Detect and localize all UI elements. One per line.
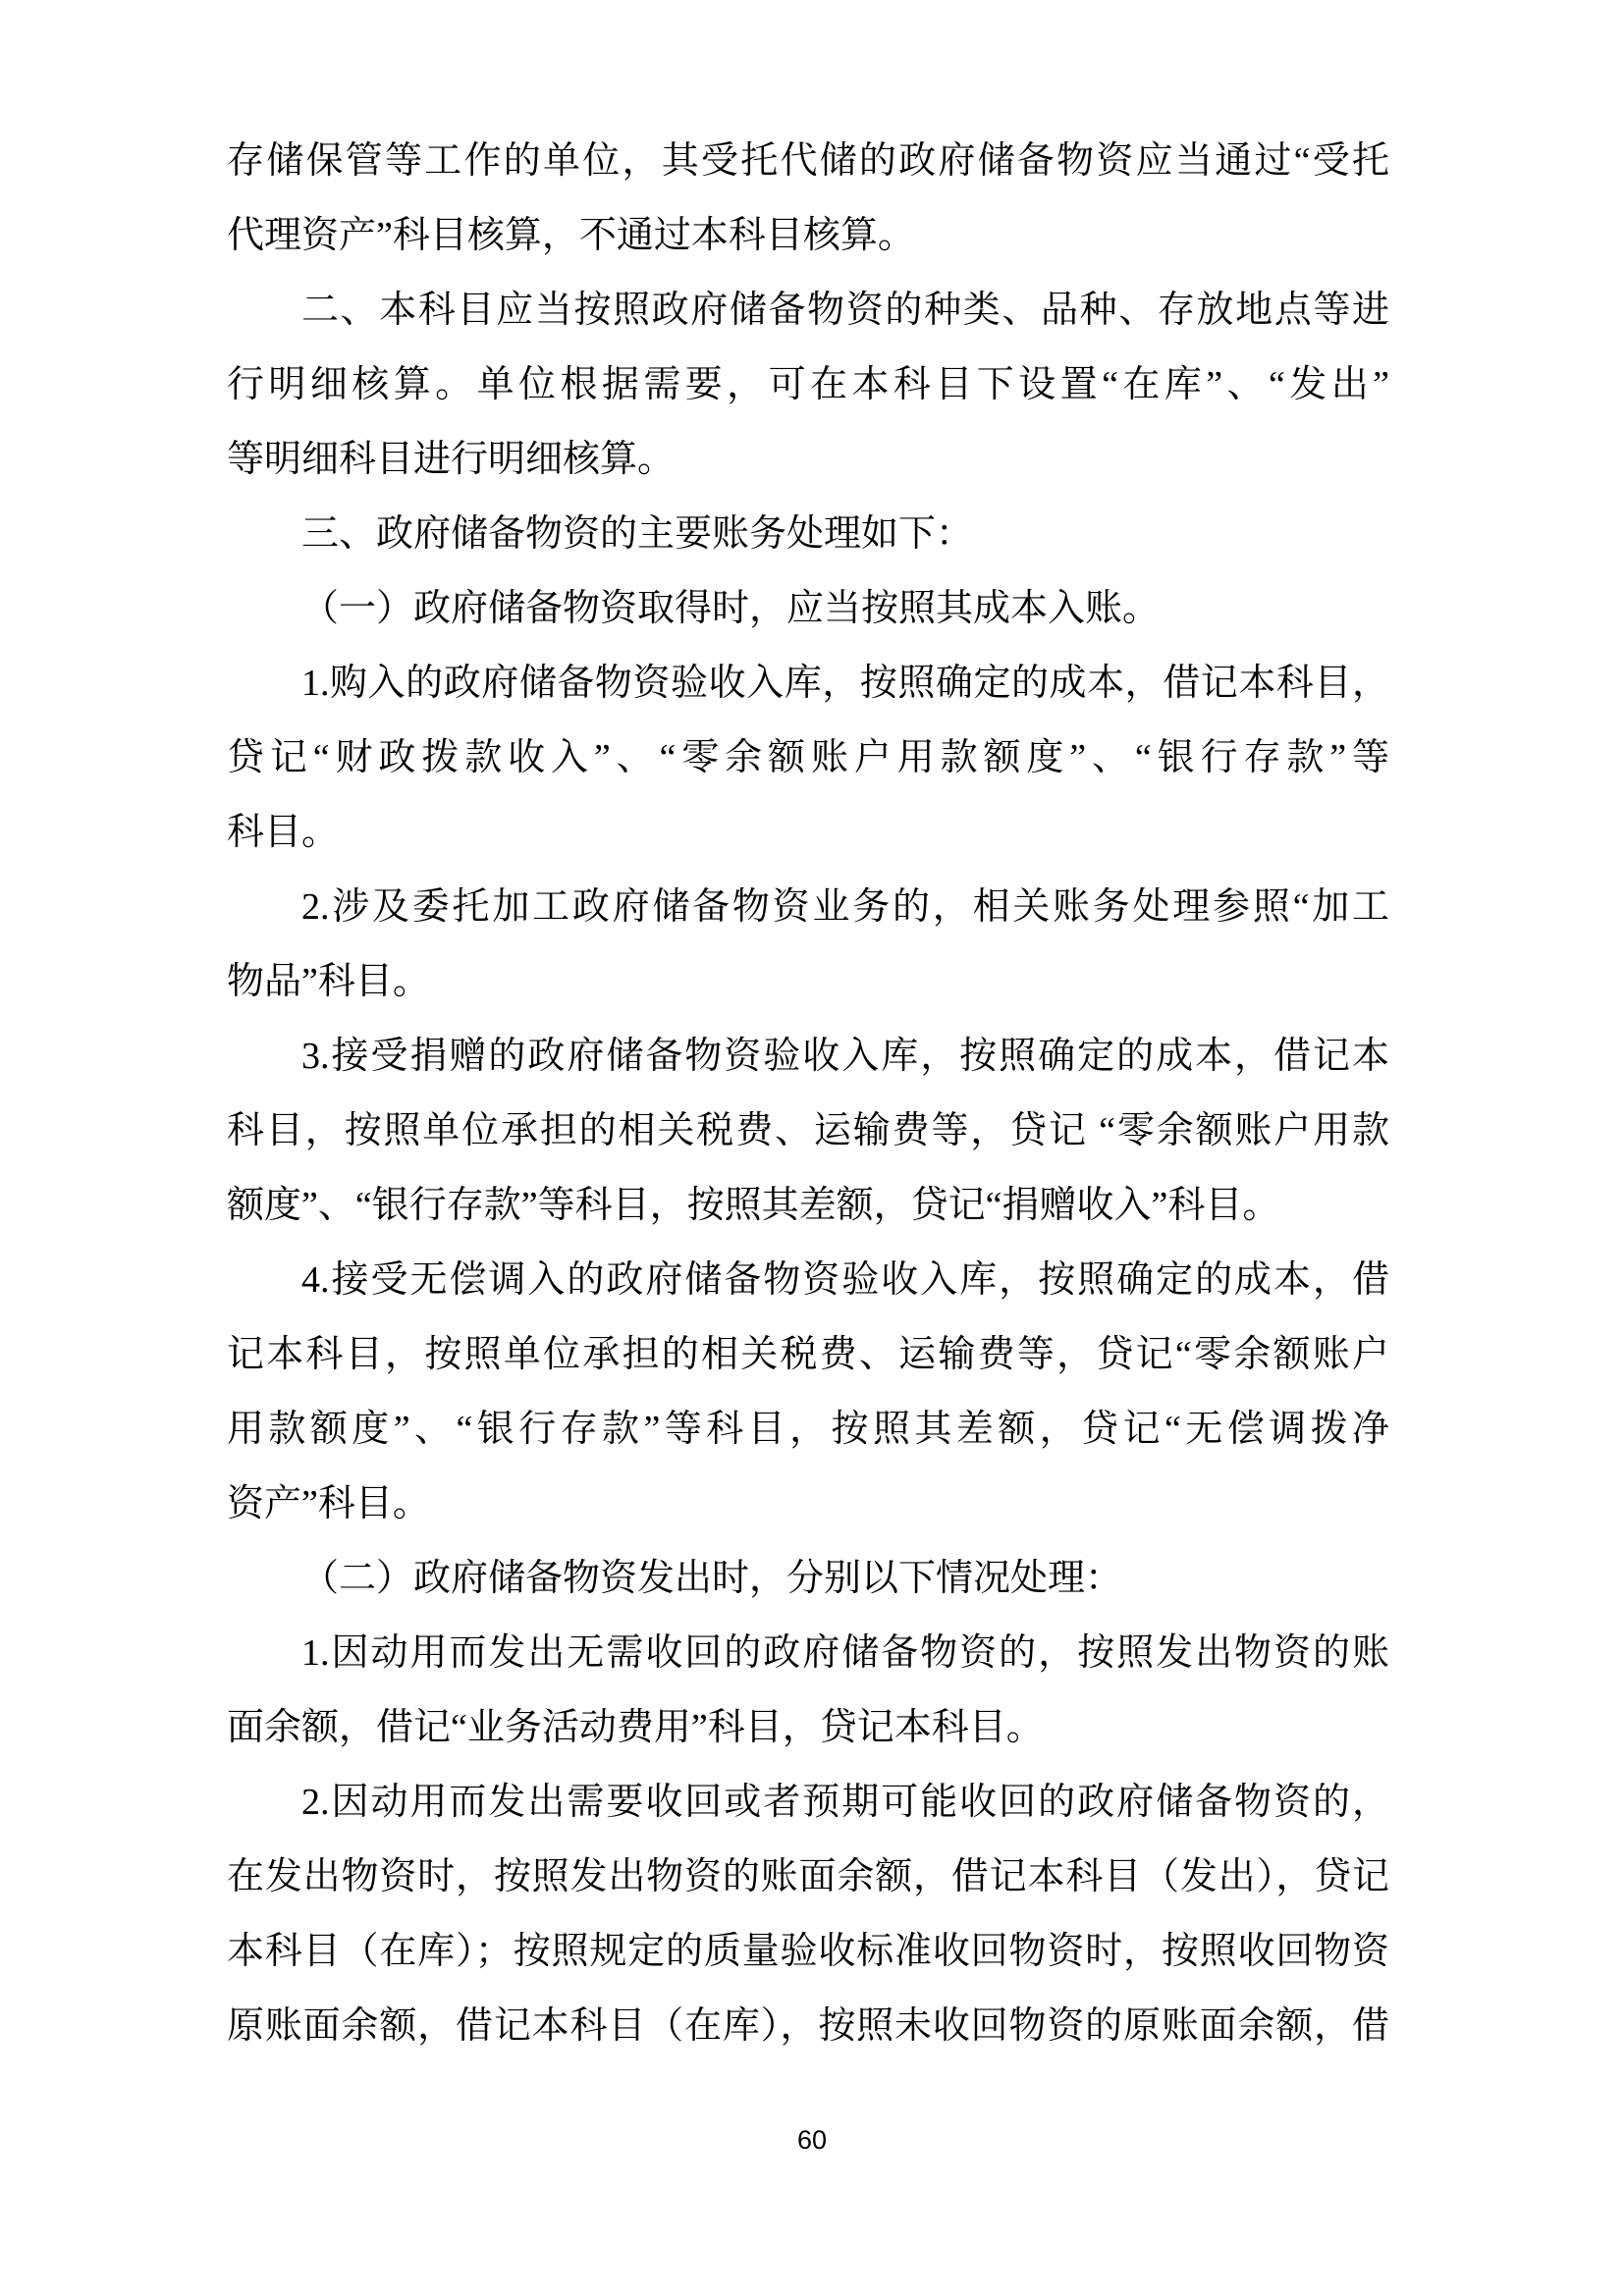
document-body — [227, 124, 1389, 2063]
text-line: 用款额度”、“银行存款”等科目，按照其差额，贷记“无偿调拨净 — [227, 1409, 1389, 1450]
text-line: 4.接受无偿调入的政府储备物资验收入库，按照确定的成本，借 — [301, 1259, 1389, 1301]
text-line: 物品”科目。 — [227, 961, 430, 1002]
text-line: 代理资产”科目核算，不通过本科目核算。 — [227, 215, 915, 256]
text-line: 科目，按照单位承担的相关税费、运输费等，贷记 “零余额账户用款 — [227, 1110, 1389, 1151]
text-line: 记本科目，按照单位承担的相关税费、运输费等，贷记“零余额账户 — [227, 1334, 1389, 1375]
text-line: 1.购入的政府储备物资验收入库，按照确定的成本，借记本科目， — [301, 663, 1389, 704]
text-line: 等明细科目进行明细核算。 — [227, 439, 676, 480]
text-line: 本科目（在库）；按照规定的质量验收标准收回物资时，按照收回物资 — [227, 1931, 1389, 1972]
text-line: 三、政府储备物资的主要账务处理如下： — [301, 513, 974, 555]
text-line: 在发出物资时，按照发出物资的账面余额，借记本科目（发出），贷记 — [227, 1856, 1389, 1897]
text-line: 面余额，借记“业务活动费用”科目，贷记本科目。 — [227, 1707, 1044, 1748]
text-line: 3.接受捐赠的政府储备物资验收入库，按照确定的成本，借记本 — [301, 1036, 1389, 1077]
text-line: 额度”、“银行存款”等科目，按照其差额，贷记“捐赠收入”科目。 — [227, 1185, 1280, 1226]
text-line: 二、本科目应当按照政府储备物资的种类、品种、存放地点等进 — [301, 290, 1389, 331]
text-line: 行明细核算。单位根据需要，可在本科目下设置“在库”、“发出” — [227, 364, 1389, 405]
text-line: （二）政府储备物资发出时，分别以下情况处理： — [301, 1558, 1123, 1599]
text-line: 2.因动用而发出需要收回或者预期可能收回的政府储备物资的， — [301, 1782, 1389, 1823]
text-line: 原账面余额，借记本科目（在库），按照未收回物资的原账面余额，借 — [227, 2005, 1389, 2047]
text-line: （一）政府储备物资取得时，应当按照其成本入账。 — [301, 588, 1161, 629]
page-number: 60 — [796, 2125, 828, 2155]
text-line: 资产”科目。 — [227, 1483, 430, 1524]
text-line: 2.涉及委托加工政府储备物资业务的，相关账务处理参照“加工 — [301, 886, 1389, 928]
text-line: 贷记“财政拨款收入”、“零余额账户用款额度”、“银行存款”等 — [227, 737, 1389, 778]
text-line: 1.因动用而发出无需收回的政府储备物资的，按照发出物资的账 — [301, 1632, 1389, 1674]
text-line: 存储保管等工作的单位，其受托代储的政府储备物资应当通过“受托 — [227, 140, 1389, 182]
text-line: 科目。 — [227, 812, 340, 853]
